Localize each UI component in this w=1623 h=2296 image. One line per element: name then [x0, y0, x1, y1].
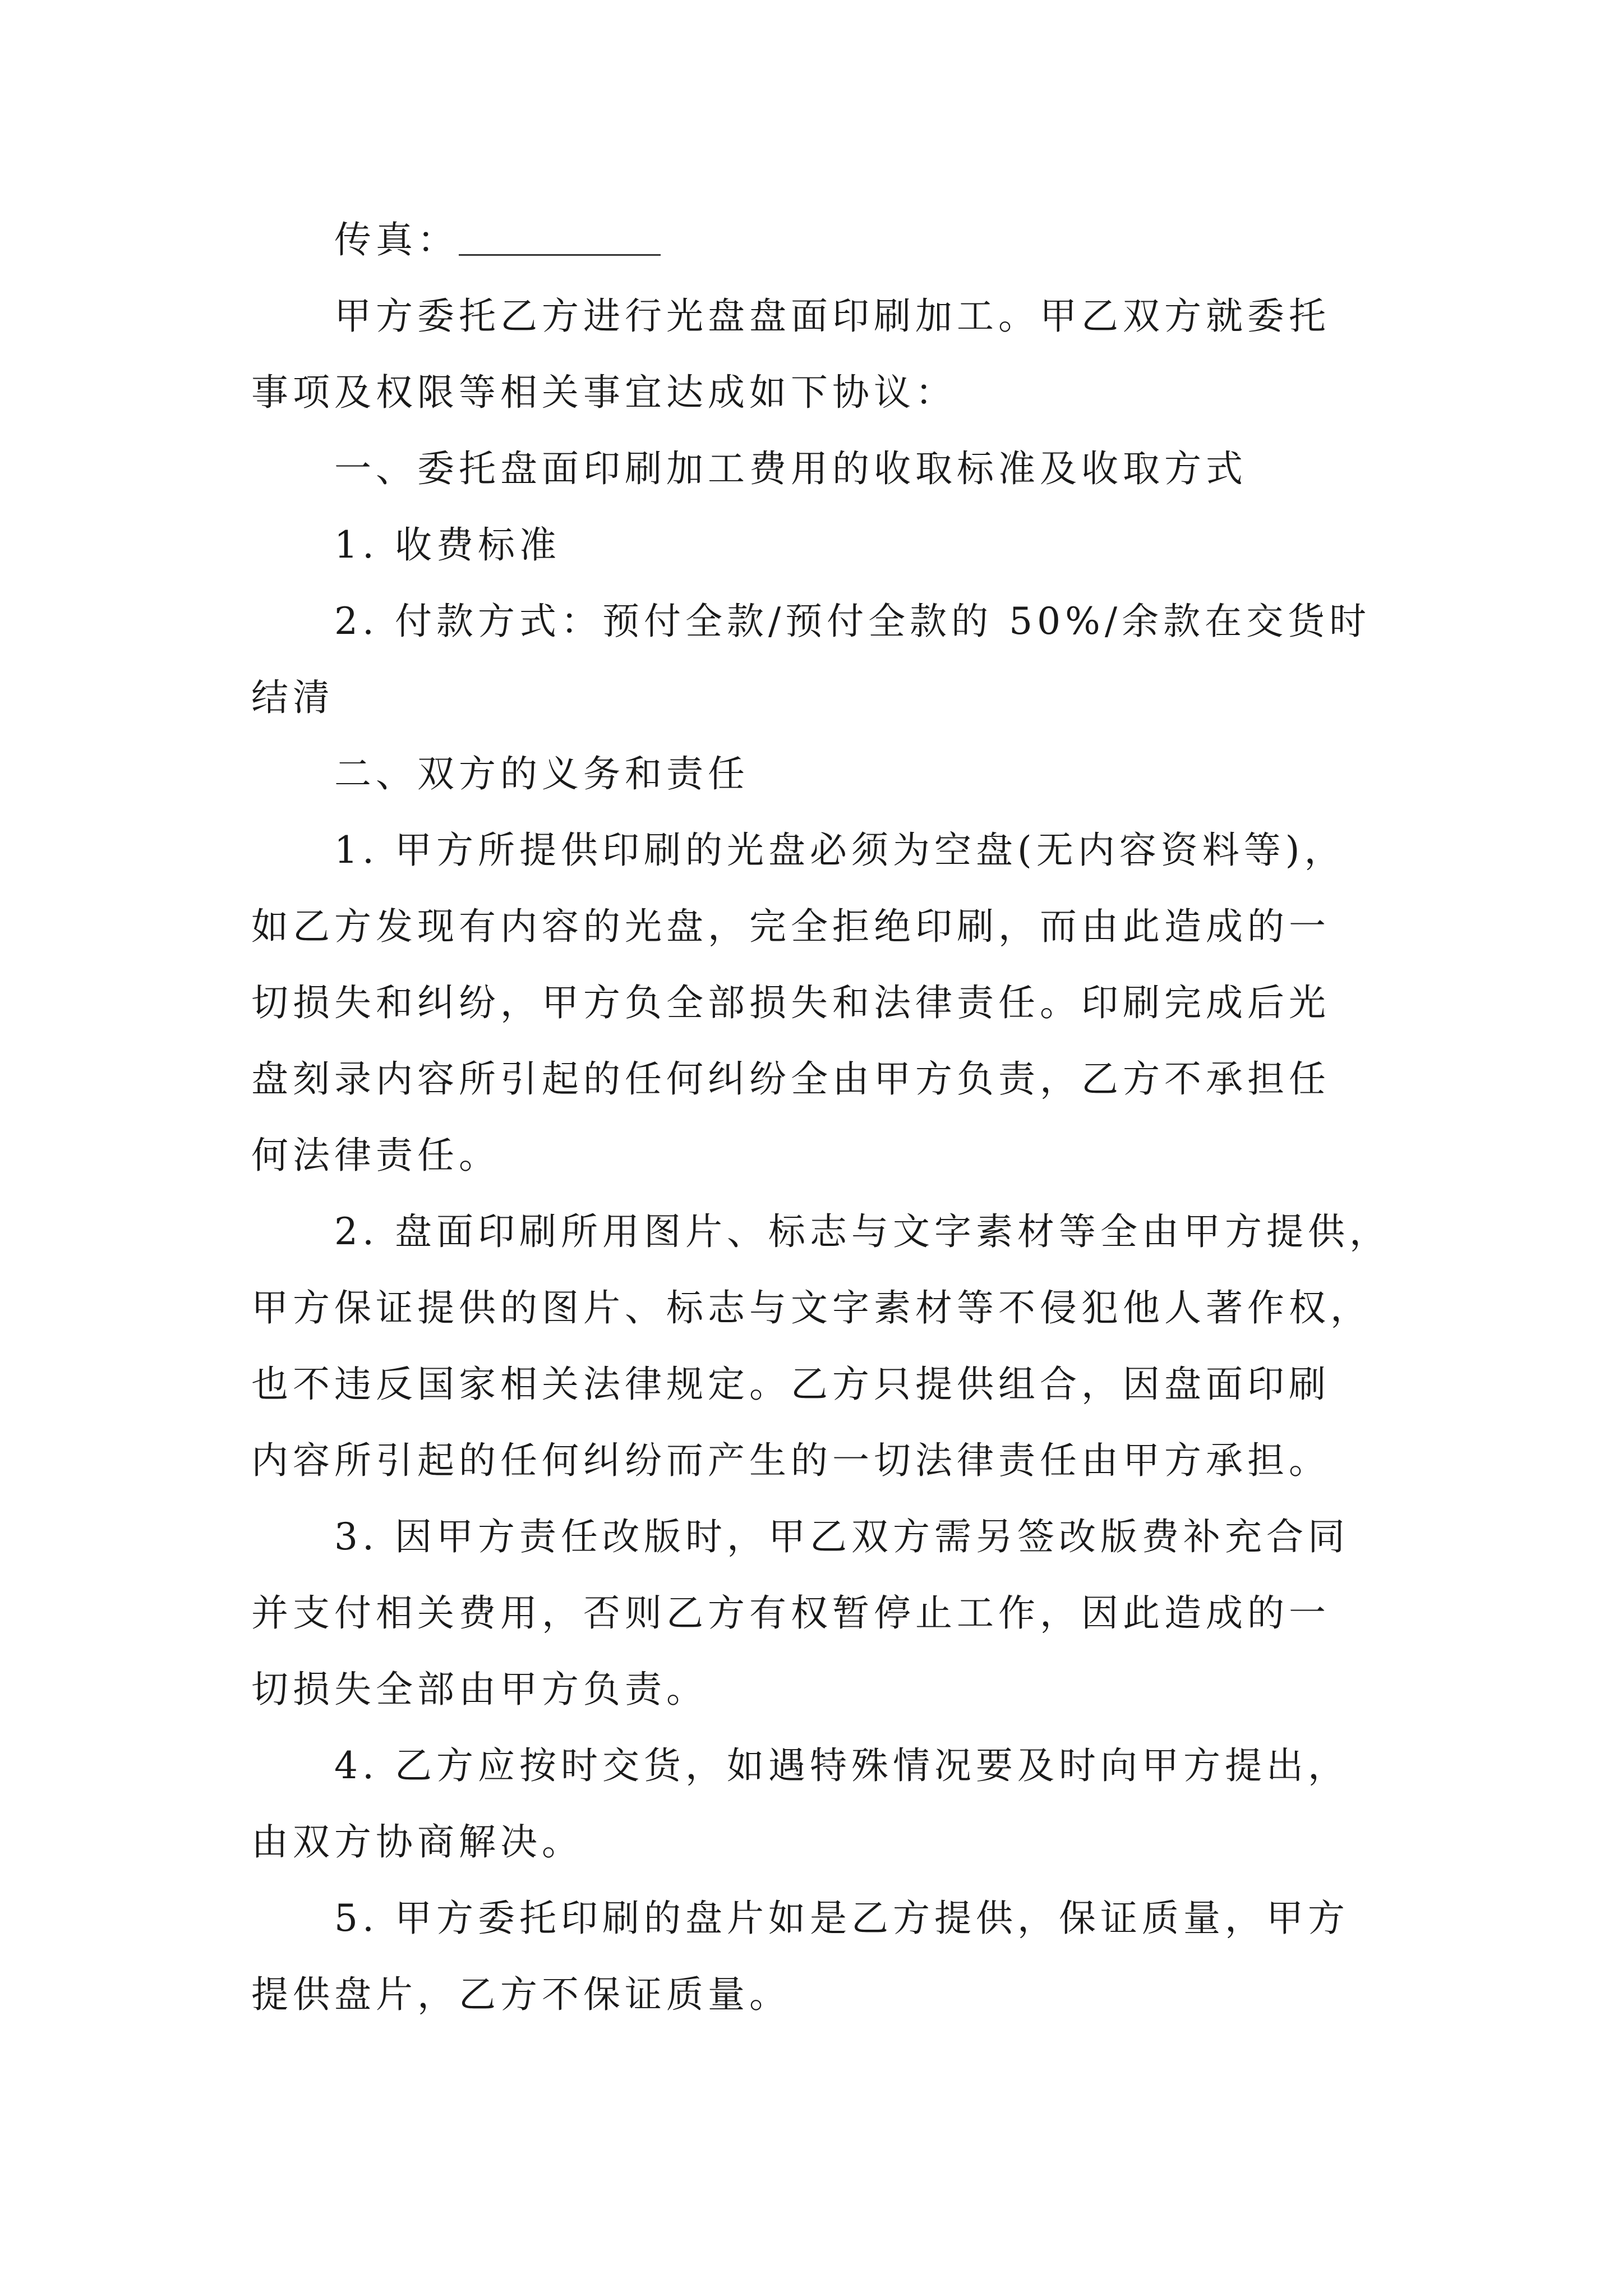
section-2-item-4-line-2: 由双方协商解决。 [251, 1820, 583, 1864]
section-1-title: 一、委托盘面印刷加工费用的收取标准及收取方式 [334, 447, 1247, 490]
fax-blank-field [459, 220, 661, 256]
section-2-item-2-line-4: 内容所引起的任何纠纷而产生的一切法律责任由甲方承担。 [251, 1439, 1330, 1482]
section-2-item-1-line-4: 盘刻录内容所引起的任何纠纷全由甲方负责，乙方不承担任 [251, 1057, 1330, 1101]
section-2-item-4-line-1: 4. 乙方应按时交货，如遇特殊情况要及时向甲方提出， [334, 1744, 1349, 1787]
section-2-item-3-line-1: 3. 因甲方责任改版时，甲乙双方需另签改版费补充合同 [334, 1515, 1349, 1558]
fax-line [251, 202, 1378, 278]
section-2-item-3-line-2: 并支付相关费用，否则乙方有权暂停止工作，因此造成的一 [251, 1591, 1330, 1635]
section-2-item-5-line-1: 5. 甲方委托印刷的盘片如是乙方提供，保证质量，甲方 [334, 1897, 1349, 1940]
intro-line-2: 事项及权限等相关事宜达成如下协议： [251, 371, 957, 414]
document-body [251, 202, 1391, 2033]
section-2-item-2-line-3: 也不违反国家相关法律规定。乙方只提供组合，因盘面印刷 [251, 1363, 1330, 1406]
intro-line-1: 甲方委托乙方进行光盘盘面印刷加工。甲乙双方就委托 [334, 295, 1330, 338]
section-1-item-2-line-1: 2. 付款方式：预付全款/预付全款的 50%/余款在交货时 [334, 600, 1371, 643]
section-2-item-2-line-2: 甲方保证提供的图片、标志与文字素材等不侵犯他人著作权， [251, 1286, 1372, 1329]
section-2-item-2-line-1: 2. 盘面印刷所用图片、标志与文字素材等全由甲方提供， [334, 1210, 1391, 1253]
section-2-item-5-line-2: 提供盘片，乙方不保证质量。 [251, 1973, 791, 2016]
section-2-title: 二、双方的义务和责任 [334, 752, 749, 795]
section-2-item-1-line-1: 1. 甲方所提供印刷的光盘必须为空盘(无内容资料等)， [334, 829, 1346, 872]
section-1-item-1: 1. 收费标准 [334, 523, 561, 567]
fax-label: 传真： [334, 218, 459, 261]
section-2-item-1-line-3: 切损失和纠纷，甲方负全部损失和法律责任。印刷完成后光 [251, 981, 1330, 1024]
section-2-item-3-line-3: 切损失全部由甲方负责。 [251, 1668, 708, 1711]
section-2-item-1-line-5: 何法律责任。 [251, 1134, 500, 1177]
section-2-item-1-line-2: 如乙方发现有内容的光盘，完全拒绝印刷，而由此造成的一 [251, 905, 1330, 948]
section-1-item-2-line-2: 结清 [251, 676, 334, 719]
